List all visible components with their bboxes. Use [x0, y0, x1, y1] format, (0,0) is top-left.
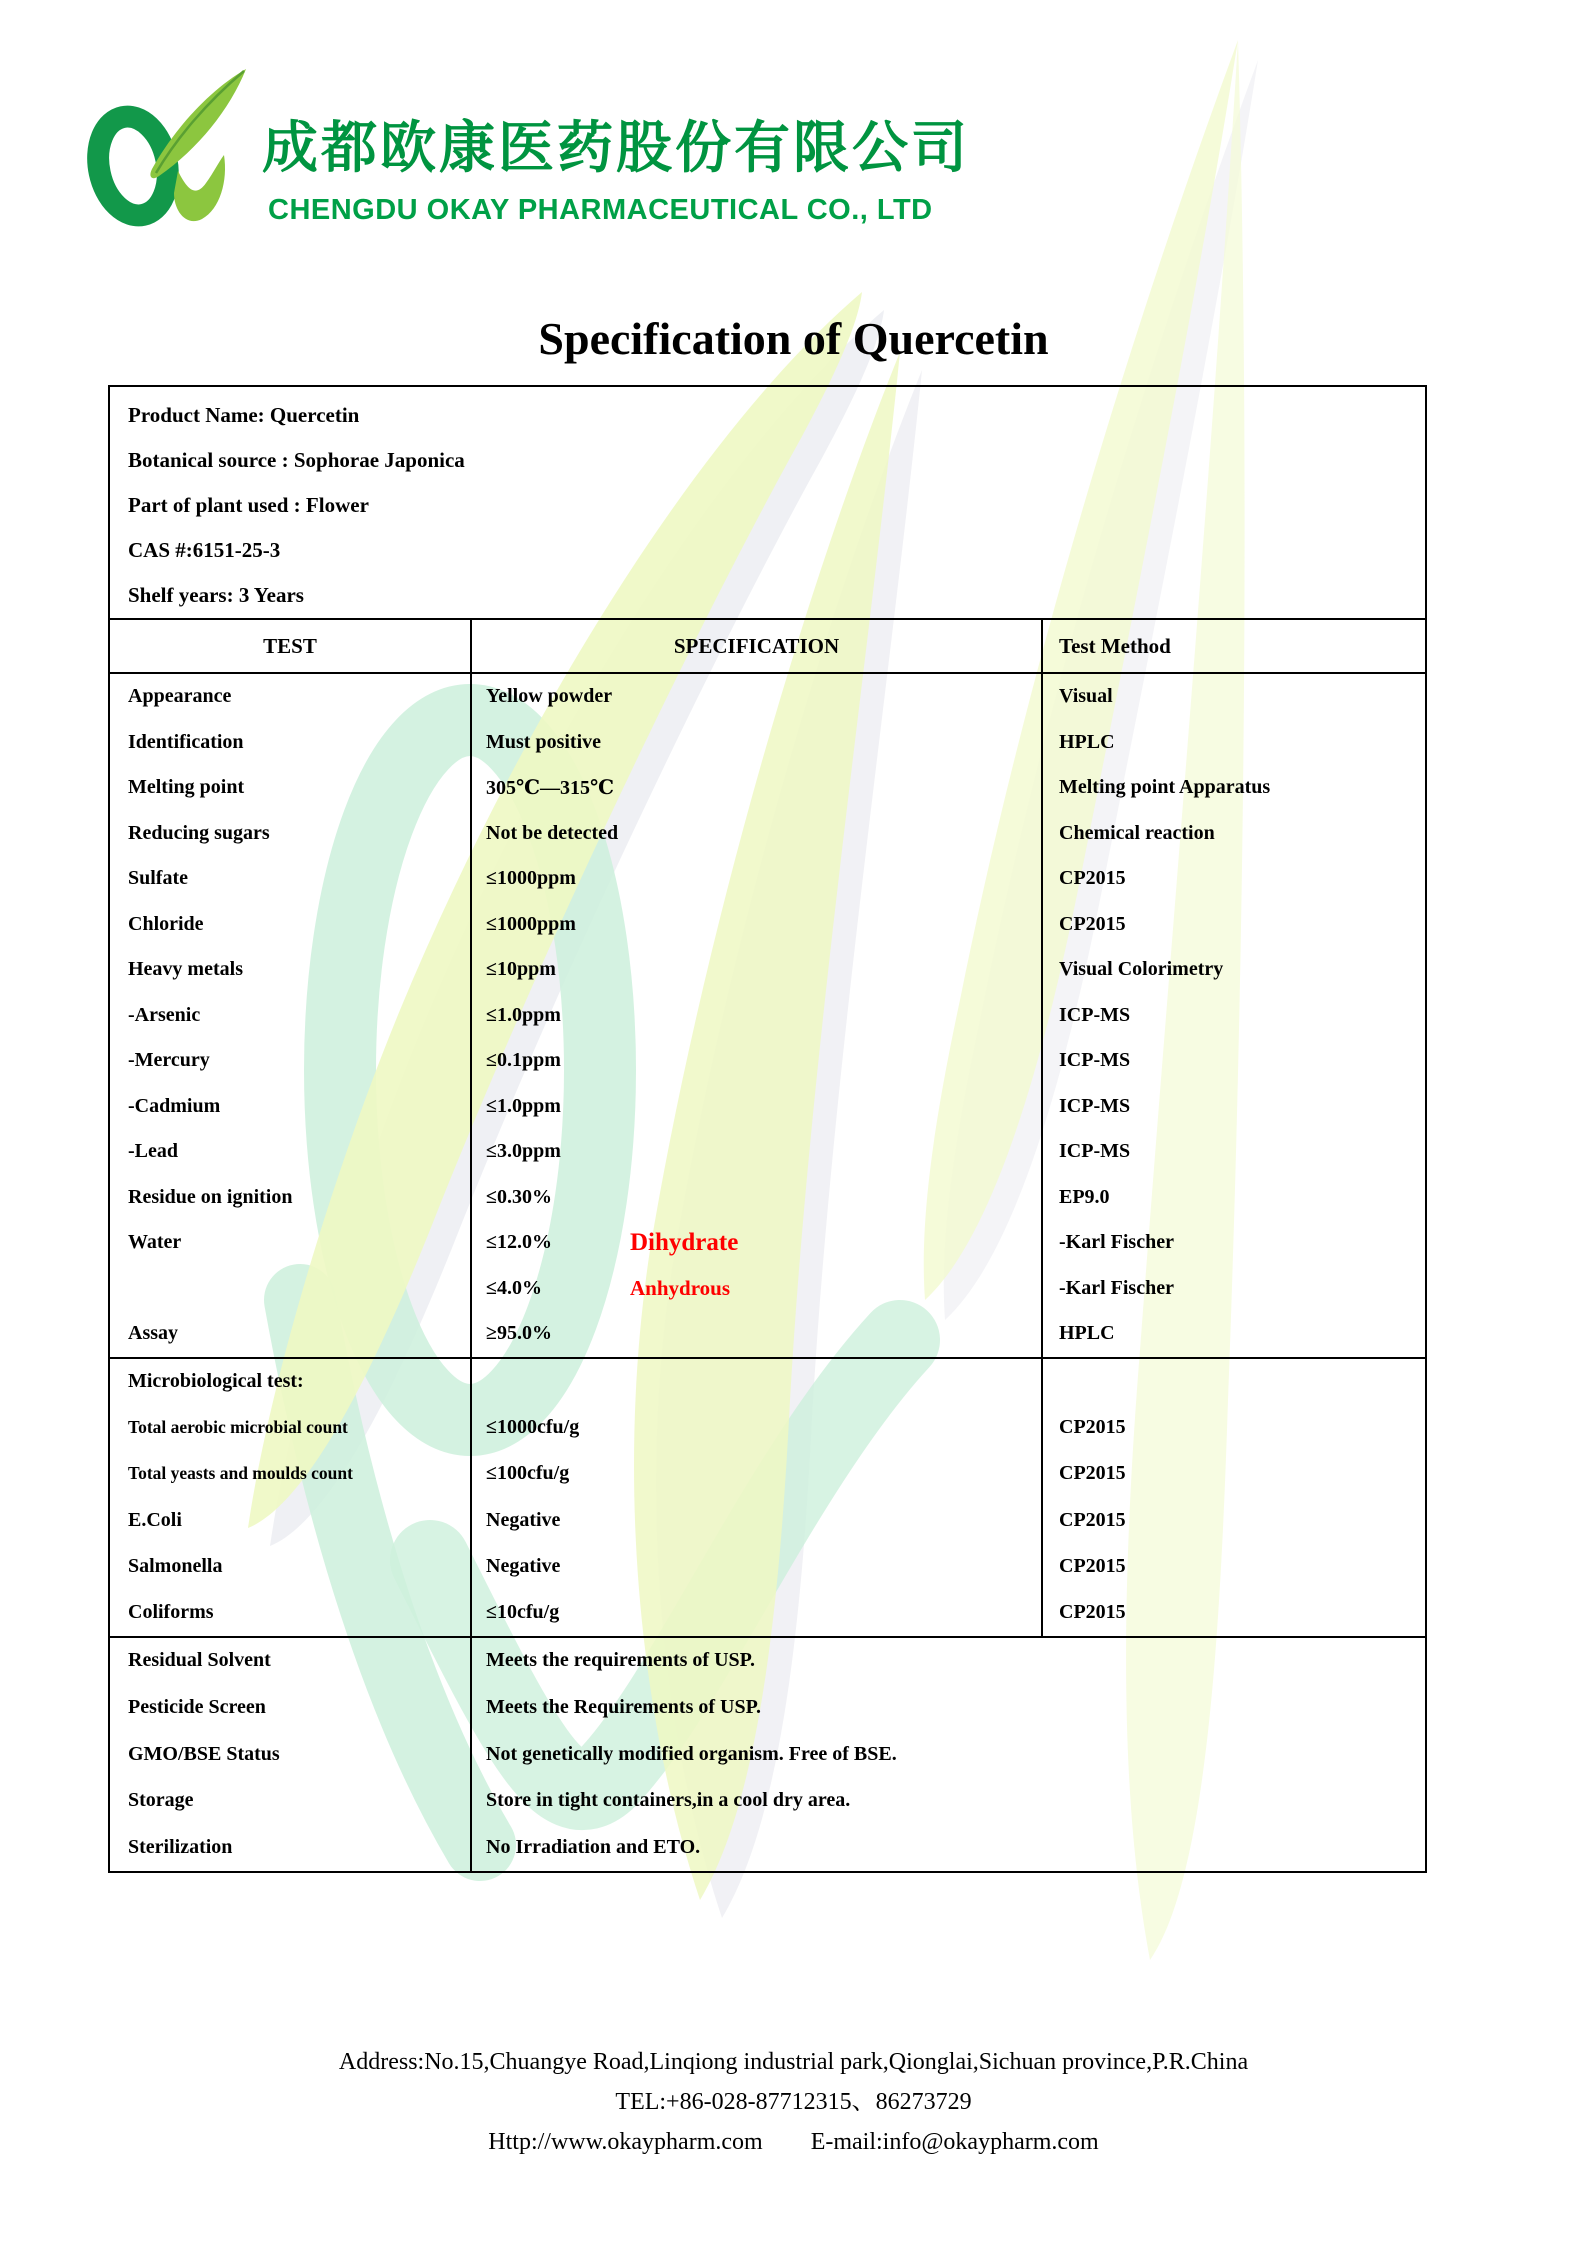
test-cell: Pesticide Screen — [110, 1684, 472, 1731]
table-row-water-dihydrate — [110, 1220, 1425, 1266]
spec-cell: Store in tight containers,in a cool dry area. — [486, 1789, 851, 1812]
method-cell: CP2015 — [1059, 867, 1126, 890]
method-cell: Chemical reaction — [1059, 821, 1215, 844]
method-cell: CP2015 — [1059, 1601, 1126, 1624]
method-cell: EP9.0 — [1059, 1185, 1110, 1208]
spec-cell: Negative — [472, 1543, 1043, 1589]
spec-cell: ≤1.0ppm — [472, 993, 1043, 1039]
spec-cell: Meets the Requirements of USP. — [486, 1696, 761, 1719]
test-cell: -Mercury — [110, 1038, 472, 1084]
specification-table — [108, 385, 1427, 1873]
table-row — [110, 1777, 1425, 1824]
general-section — [110, 1638, 1425, 1871]
spec-cell: No Irradiation and ETO. — [486, 1835, 701, 1858]
table-row — [110, 947, 1425, 993]
test-cell: -Lead — [110, 1129, 472, 1175]
test-cell: Microbiological test: — [110, 1359, 472, 1405]
spec-cell: ≤1000ppm — [472, 902, 1043, 948]
test-cell: Salmonella — [110, 1543, 472, 1589]
test-cell: Chloride — [110, 902, 472, 948]
test-cell: Heavy metals — [110, 947, 472, 993]
test-cell: -Cadmium — [110, 1084, 472, 1130]
test-cell: Coliforms — [110, 1589, 472, 1635]
method-cell: ICP-MS — [1059, 1140, 1131, 1163]
spec-cell: Not be detected — [472, 811, 1043, 857]
spec-cell: Negative — [472, 1497, 1043, 1543]
test-cell: Appearance — [110, 674, 472, 720]
page-title: Specification of Quercetin — [538, 313, 1049, 364]
table-row — [110, 856, 1425, 902]
table-row — [110, 1405, 1425, 1451]
table-row — [110, 1311, 1425, 1357]
spec-cell: Yellow powder — [472, 674, 1043, 720]
method-cell: HPLC — [1059, 730, 1115, 753]
table-row — [110, 993, 1425, 1039]
table-row — [110, 765, 1425, 811]
method-cell: Visual Colorimetry — [1059, 958, 1224, 981]
table-row-water-anhydrous — [110, 1266, 1425, 1312]
company-name-zh: 成都欧康医药股份有限公司 — [262, 116, 970, 181]
footer-web-line — [0, 2122, 1587, 2162]
spec-cell: ≤4.0% Anhydrous — [472, 1266, 1043, 1312]
test-cell: Assay — [110, 1311, 472, 1357]
spec-cell: ≤0.1ppm — [472, 1038, 1043, 1084]
test-cell: Storage — [110, 1777, 472, 1824]
method-cell: Visual — [1059, 685, 1113, 708]
table-row — [110, 902, 1425, 948]
table-row — [110, 1175, 1425, 1221]
method-cell: HPLC — [1059, 1322, 1115, 1345]
method-cell: ICP-MS — [1059, 1003, 1131, 1026]
table-row — [110, 1497, 1425, 1543]
spec-cell: ≤1000ppm — [472, 856, 1043, 902]
footer-email: E-mail:info@okaypharm.com — [810, 2129, 1099, 2155]
table-row — [110, 1638, 1425, 1685]
spec-cell: ≤0.30% — [472, 1175, 1043, 1221]
footer-address: Address:No.15,Chuangye Road,Linqiong industrial park,Qionglai,Sichuan province,P.R.China — [338, 2049, 1249, 2075]
spec-cell: ≥95.0% — [472, 1311, 1043, 1357]
method-cell: CP2015 — [1059, 1416, 1126, 1439]
header-specification: SPECIFICATION — [472, 620, 1043, 672]
method-cell: CP2015 — [1059, 1462, 1126, 1485]
method-cell: Melting point Apparatus — [1059, 776, 1271, 799]
spec-cell: Meets the requirements of USP. — [486, 1649, 756, 1672]
table-row — [110, 1084, 1425, 1130]
spec-cell: ≤10cfu/g — [472, 1589, 1043, 1635]
product-info-block — [110, 387, 1425, 620]
test-cell: Melting point — [110, 765, 472, 811]
method-cell — [1043, 1359, 1425, 1405]
product-name: Product Name: Quercetin — [128, 403, 360, 427]
method-cell: CP2015 — [1059, 1508, 1126, 1531]
footer-tel: TEL:+86-028-87712315、86273729 — [615, 2089, 972, 2115]
shelf-years: Shelf years: 3 Years — [128, 583, 304, 607]
spec-cell — [472, 1359, 1043, 1405]
cas-number: CAS #:6151-25-3 — [128, 538, 281, 562]
table-row — [110, 1731, 1425, 1778]
table-row — [110, 674, 1425, 720]
microbiological-section — [110, 1359, 1425, 1638]
header-test-method: Test Method — [1059, 633, 1171, 658]
test-cell: GMO/BSE Status — [110, 1731, 472, 1778]
table-row — [110, 1543, 1425, 1589]
table-row — [110, 1129, 1425, 1175]
test-cell: Total aerobic microbial count — [110, 1405, 472, 1451]
table-row — [110, 720, 1425, 766]
spec-cell: 305℃—315℃ — [472, 765, 1043, 811]
table-row — [110, 811, 1425, 857]
test-cell: Sterilization — [110, 1824, 472, 1871]
test-cell: -Arsenic — [110, 993, 472, 1039]
contact-footer — [0, 2042, 1587, 2162]
method-cell: ICP-MS — [1059, 1049, 1131, 1072]
table-row — [110, 1684, 1425, 1731]
table-row — [110, 1589, 1425, 1635]
test-cell: Identification — [110, 720, 472, 766]
spec-cell: ≤1.0ppm — [472, 1084, 1043, 1130]
test-cell — [110, 1266, 472, 1312]
spec-note-dihydrate: Dihydrate — [630, 1228, 739, 1256]
part-of-plant: Part of plant used : Flower — [128, 493, 369, 517]
table-row — [110, 1038, 1425, 1084]
test-cell: Sulfate — [110, 856, 472, 902]
test-cell: Total yeasts and moulds count — [110, 1451, 472, 1497]
table-header-row — [110, 620, 1425, 674]
spec-note-anhydrous: Anhydrous — [630, 1275, 730, 1300]
spec-cell: ≤10ppm — [472, 947, 1043, 993]
company-logo-icon — [78, 50, 258, 232]
method-cell: CP2015 — [1059, 912, 1126, 935]
table-row — [110, 1451, 1425, 1497]
method-cell: -Karl Fischer — [1059, 1276, 1174, 1299]
spec-cell: ≤100cfu/g — [472, 1451, 1043, 1497]
botanical-source: Botanical source : Sophorae Japonica — [128, 448, 465, 472]
test-cell: E.Coli — [110, 1497, 472, 1543]
company-name-en: CHENGDU OKAY PHARMACEUTICAL CO., LTD — [268, 194, 933, 226]
physical-chemical-section — [110, 674, 1425, 1359]
test-cell: Residue on ignition — [110, 1175, 472, 1221]
test-cell: Residual Solvent — [110, 1638, 472, 1685]
header-test: TEST — [110, 620, 472, 672]
spec-cell: ≤3.0ppm — [472, 1129, 1043, 1175]
spec-cell: Not genetically modified organism. Free of BSE. — [486, 1742, 897, 1765]
table-row — [110, 1824, 1425, 1871]
test-cell: Reducing sugars — [110, 811, 472, 857]
spec-cell: Must positive — [472, 720, 1043, 766]
table-row-section-label — [110, 1359, 1425, 1405]
method-cell: CP2015 — [1059, 1554, 1126, 1577]
test-cell: Water — [110, 1220, 472, 1266]
footer-website: Http://www.okaypharm.com — [488, 2129, 763, 2155]
spec-cell: ≤1000cfu/g — [472, 1405, 1043, 1451]
spec-cell: ≤12.0% Dihydrate — [472, 1220, 1043, 1266]
method-cell: -Karl Fischer — [1059, 1231, 1174, 1254]
method-cell: ICP-MS — [1059, 1094, 1131, 1117]
